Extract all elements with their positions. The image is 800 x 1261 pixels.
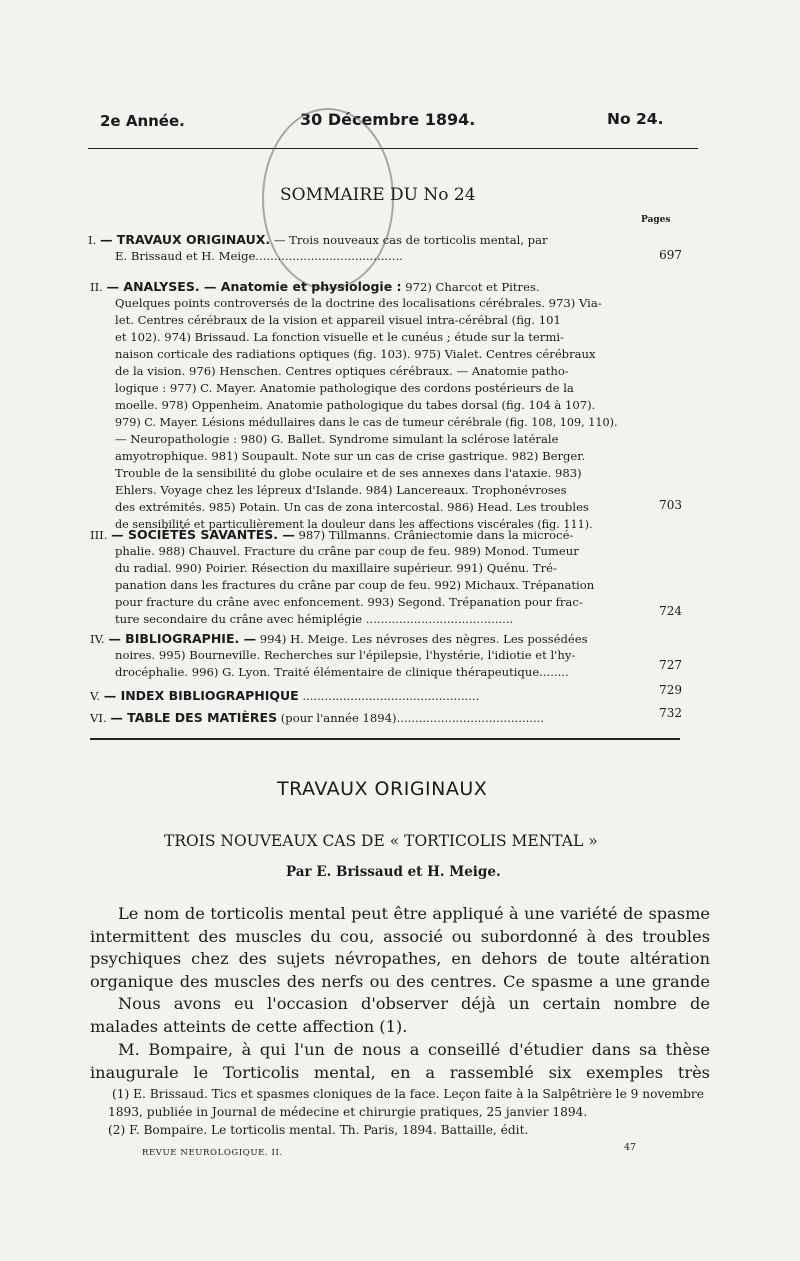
toc-page-number: 703 — [659, 498, 682, 512]
toc-line: naison corticale des radiations optiques (fig. 103). 975) Vialet. Centres cérébraux — [115, 347, 596, 361]
article-authors: Par E. Brissaud et H. Meige. — [286, 864, 501, 880]
toc-line: drocéphalie. 996) G. Lyon. Traité élémentaire de clinique thérapeutique........ — [115, 665, 569, 679]
toc-page-number: 727 — [659, 658, 682, 672]
year-label: 2e Année. — [100, 112, 185, 130]
pages-label: Pages — [641, 215, 671, 225]
toc-line: 979) C. Mayer. Lésions médullaires dans le cas de tumeur cérébrale (fig. 108, 109, 110). — [115, 416, 618, 429]
toc-entry-3: III. — SOCIÉTÉS SAVANTES. — 987) Tillmanns. Crâniectomie dans la microcé- — [90, 527, 574, 542]
issue-number: No 24. — [607, 110, 664, 128]
toc-line: pour fracture du crâne avec enfoncement. 993) Segond. Trépanation pour frac- — [115, 595, 583, 609]
toc-page-number: 729 — [659, 683, 682, 697]
toc-page-number: 732 — [659, 706, 682, 720]
toc-line: noires. 995) Bourneville. Recherches sur l'épilepsie, l'hystérie, l'idiotie et l'hy- — [115, 648, 576, 662]
header-rule — [88, 148, 698, 149]
summary-title: SOMMAIRE DU No 24 — [280, 185, 476, 205]
toc-line: logique : 977) C. Mayer. Anatomie pathologique des cordons postérieurs de la — [115, 381, 574, 395]
article-title: TROIS NOUVEAUX CAS DE « TORTICOLIS MENTAL » — [164, 832, 598, 850]
toc-entry-6: VI. — TABLE DES MATIÈRES (pour l'année 1894)........................................ — [90, 710, 544, 725]
toc-line: de la vision. 976) Henschen. Centres optiques cérébraux. — Anatomie patho- — [115, 364, 569, 378]
paragraph-1: Le nom de torticolis mental peut être appliqué à une variété de spasme intermittent des muscles du cou, associé ou subordonné à des troubles psychiques chez des sujets névropathes, en dehors de toute altération organique des muscles des nerfs ou des centres. Ce spasme a une grande — [90, 904, 710, 991]
toc-line: amyotrophique. 981) Soupault. Note sur un cas de crise gastrique. 982) Berger. — [115, 449, 586, 463]
toc-line: Trouble de la sensibilité du globe oculaire et de ses annexes dans l'ataxie. 983) — [115, 466, 582, 480]
toc-page-number: 724 — [659, 604, 682, 618]
toc-line: des extrémités. 985) Potain. Un cas de zona intercostal. 986) Head. Les troubles — [115, 500, 589, 514]
section-heading: TRAVAUX ORIGINAUX — [277, 778, 488, 800]
toc-line: Quelques points controversés de la doctrine des localisations cérébrales. 973) Via- — [115, 296, 602, 310]
footnote-1: (1) E. Brissaud. Tics et spasmes cloniques de la face. Leçon faite à la Salpêtrière le 9 novembre 1893, publiée in Journal de médecine et chirurgie pratiques, 25 janvier 1894. — [108, 1087, 704, 1119]
toc-line: phalie. 988) Chauvel. Fracture du crâne par coup de feu. 989) Monod. Tumeur — [115, 544, 579, 558]
footnote-2: (2) F. Bompaire. Le torticolis mental. Th. Paris, 1894. Battaille, édit. — [108, 1123, 529, 1137]
toc-entry-1: I. — TRAVAUX ORIGINAUX. — Trois nouveaux cas de torticolis mental, par — [88, 232, 548, 247]
toc-line: du radial. 990) Poirier. Résection du maxillaire supérieur. 991) Quénu. Tré- — [115, 561, 557, 575]
journal-footer: REVUE NEUROLOGIQUE. II. — [142, 1148, 283, 1158]
toc-line: panation dans les fractures du crâne par coup de feu. 992) Michaux. Trépanation — [115, 578, 595, 592]
toc-line: et 102). 974) Brissaud. La fonction visuelle et le cunéus ; étude sur la termi- — [115, 330, 564, 344]
toc-line: let. Centres cérébraux de la vision et appareil visuel intra-cérébral (fig. 101 — [115, 313, 561, 327]
toc-entry-5: V. — INDEX BIBLIOGRAPHIQUE ................................................ — [90, 688, 480, 703]
toc-line: moelle. 978) Oppenheim. Anatomie pathologique du tabes dorsal (fig. 104 à 107). — [115, 398, 596, 412]
sheet-number: 47 — [624, 1142, 637, 1153]
toc-line: — Neuropathologie : 980) G. Ballet. Syndrome simulant la sclérose latérale — [115, 432, 559, 446]
toc-entry-4: IV. — BIBLIOGRAPHIE. — 994) H. Meige. Les névroses des nègres. Les possédées — [90, 631, 588, 646]
toc-line: ture secondaire du crâne avec hémiplégie ........................................ — [115, 612, 514, 626]
toc-page-number: 697 — [659, 248, 682, 262]
issue-date: 30 Décembre 1894. — [300, 110, 476, 129]
toc-line: de sensibilité et particulièrement la douleur dans les affections viscérales (fig. 111). — [115, 518, 593, 531]
paragraph-2: Nous avons eu l'occasion d'observer déjà un certain nombre de malades atteints de cette affection (1). — [90, 994, 710, 1036]
toc-line: E. Brissaud et H. Meige........................................ — [115, 249, 403, 263]
toc-entry-2: II. — ANALYSES. — Anatomie et physiologie : 972) Charcot et Pitres. — [90, 279, 540, 294]
summary-rule — [90, 738, 680, 740]
paragraph-3: M. Bompaire, à qui l'un de nous a conseillé d'étudier dans sa thèse inaugurale le Torticolis mental, en a rassemblé six exemples très — [90, 1040, 710, 1082]
toc-line: Ehlers. Voyage chez les lépreux d'Islande. 984) Lancereaux. Trophonévroses — [115, 483, 567, 497]
